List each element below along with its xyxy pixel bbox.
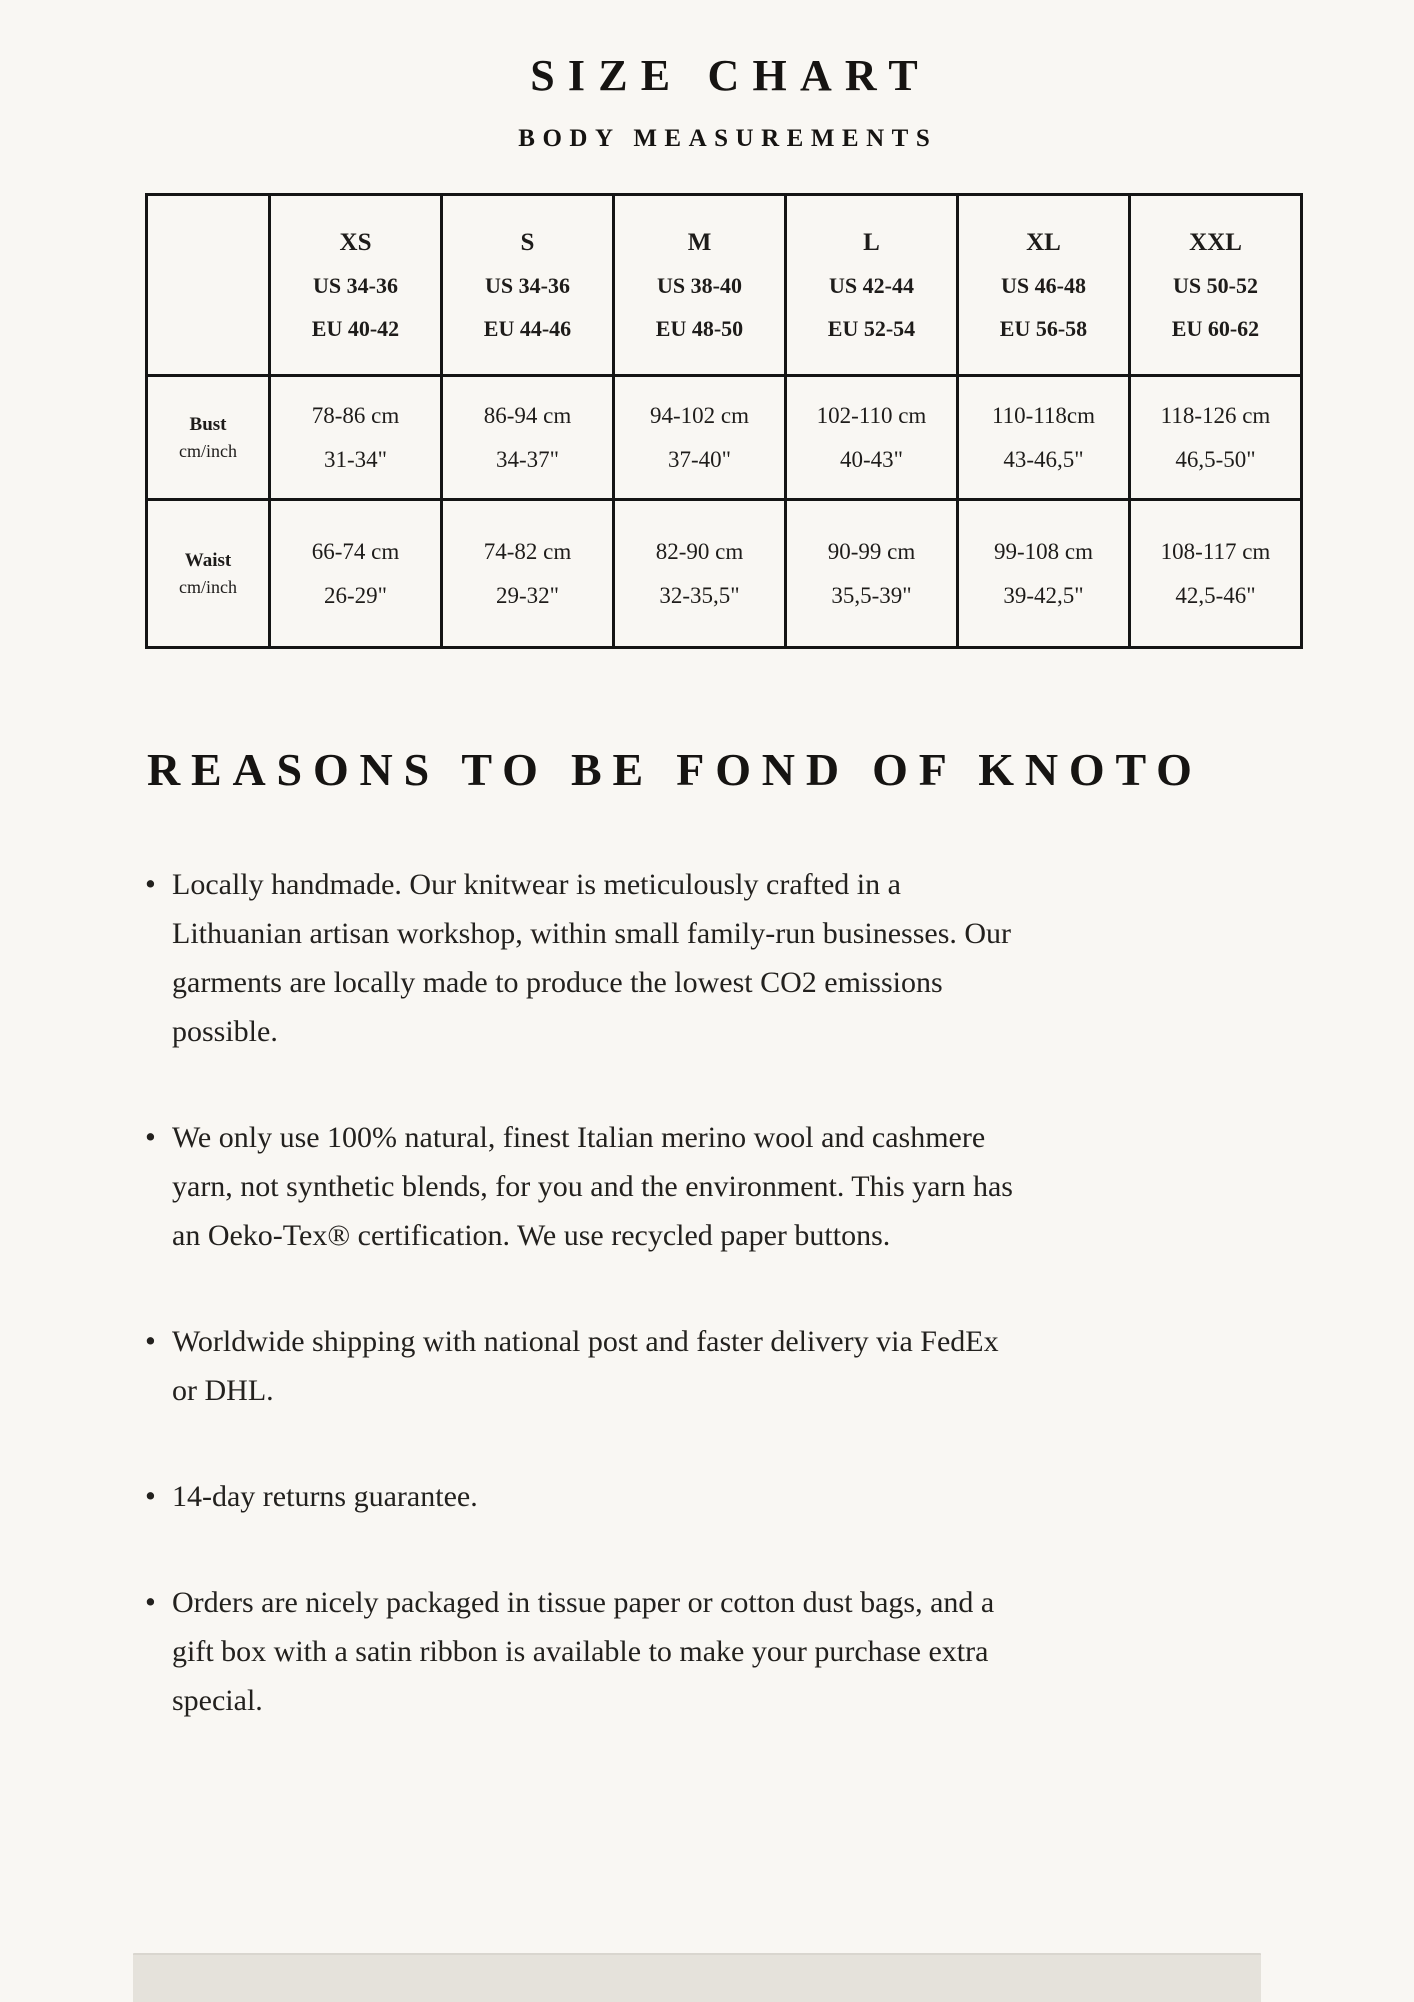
size-label: XL	[1026, 228, 1061, 256]
table-row-waist	[147, 500, 1302, 648]
bust-cell-xl	[958, 376, 1130, 500]
inch-value: 46,5-50"	[1175, 446, 1256, 472]
reason-line: an Oeko-Tex® certification. We use recycled paper buttons.	[172, 1219, 891, 1252]
reasons-heading: REASONS TO BE FOND OF KNOTO	[147, 744, 1203, 795]
size-us-range: US 42-44	[829, 272, 914, 298]
inch-value: 39-42,5"	[1003, 582, 1084, 608]
column-header-xxl	[1130, 195, 1302, 376]
inch-value: 32-35,5"	[659, 582, 740, 608]
page-subtitle: BODY MEASUREMENTS	[518, 125, 938, 152]
waist-cell-m	[614, 500, 786, 648]
column-header-xl	[958, 195, 1130, 376]
size-label: S	[520, 228, 535, 256]
row-header-waist	[147, 500, 270, 648]
size-eu-range: EU 56-58	[999, 315, 1088, 341]
reason-line: possible.	[172, 1015, 278, 1048]
size-us-range: US 50-52	[1173, 272, 1258, 298]
bust-cell-xxl	[1130, 376, 1302, 500]
cm-value: 90-99 cm	[827, 538, 916, 564]
size-eu-range: EU 52-54	[827, 315, 916, 341]
cm-value: 118-126 cm	[1160, 402, 1271, 428]
size-label: L	[863, 228, 880, 256]
inch-value: 34-37"	[495, 446, 560, 472]
reason-line: • We only use 100% natural, finest Italian merino wool and cashmere	[172, 1121, 986, 1154]
list-item-shipping	[145, 1317, 1280, 1415]
cm-value: 102-110 cm	[816, 402, 927, 428]
size-us-range: US 46-48	[1001, 272, 1086, 298]
reason-line: or DHL.	[172, 1374, 274, 1407]
size-label: XS	[339, 228, 372, 256]
size-label: XXL	[1189, 228, 1242, 256]
cm-value: 86-94 cm	[483, 402, 572, 428]
inch-value: 43-46,5"	[1003, 446, 1084, 472]
measure-unit-label: cm/inch	[179, 576, 237, 597]
body-measurements-table	[145, 193, 1303, 649]
corner-cell	[147, 195, 270, 376]
size-eu-range: EU 60-62	[1171, 315, 1260, 341]
column-header-l	[786, 195, 958, 376]
table-header-row	[147, 195, 1302, 376]
measure-label: Waist	[184, 549, 232, 571]
next-section-block	[133, 1953, 1261, 2002]
bust-cell-xs	[270, 376, 442, 500]
size-us-range: US 34-36	[485, 272, 570, 298]
size-us-range: US 34-36	[313, 272, 398, 298]
reason-line: • Worldwide shipping with national post and faster delivery via FedEx	[172, 1325, 999, 1358]
list-item-packaging	[145, 1578, 1280, 1725]
document-header	[145, 0, 1303, 153]
waist-cell-xxl	[1130, 500, 1302, 648]
reason-line: special.	[172, 1684, 263, 1717]
inch-value: 29-32"	[495, 582, 560, 608]
inch-value: 37-40"	[667, 446, 732, 472]
cm-value: 66-74 cm	[311, 538, 400, 564]
column-header-xs	[270, 195, 442, 376]
reason-line: garments are locally made to produce the lowest CO2 emissions	[172, 966, 943, 999]
cm-value: 78-86 cm	[311, 402, 400, 428]
waist-cell-xl	[958, 500, 1130, 648]
inch-value: 31-34"	[323, 446, 388, 472]
cm-value: 99-108 cm	[993, 538, 1093, 564]
bust-cell-m	[614, 376, 786, 500]
waist-cell-xs	[270, 500, 442, 648]
measure-label: Bust	[189, 413, 227, 435]
inch-value: 35,5-39"	[831, 582, 912, 608]
list-item-natural-yarn	[145, 1113, 1280, 1260]
reason-line: • Orders are nicely packaged in tissue paper or cotton dust bags, and a	[172, 1586, 995, 1619]
reason-line: gift box with a satin ribbon is available to make your purchase extra	[172, 1635, 989, 1668]
list-item-returns	[145, 1472, 1280, 1521]
bust-cell-l	[786, 376, 958, 500]
cm-value: 110-118cm	[991, 402, 1096, 428]
inch-value: 42,5-46"	[1175, 582, 1256, 608]
inch-value: 40-43"	[839, 446, 904, 472]
reason-line: yarn, not synthetic blends, for you and the environment. This yarn has	[172, 1170, 1013, 1203]
cm-value: 108-117 cm	[1160, 538, 1271, 564]
page-title: SIZE CHART	[530, 51, 931, 100]
row-header-bust	[147, 376, 270, 500]
column-header-s	[442, 195, 614, 376]
cm-value: 74-82 cm	[483, 538, 572, 564]
reason-line: • Locally handmade. Our knitwear is meticulously crafted in a	[172, 868, 901, 901]
waist-cell-s	[442, 500, 614, 648]
waist-cell-l	[786, 500, 958, 648]
table-row-bust	[147, 376, 1302, 500]
size-eu-range: EU 44-46	[483, 315, 572, 341]
reason-line: Lithuanian artisan workshop, within small family-run businesses. Our	[172, 917, 1012, 950]
size-eu-range: EU 48-50	[655, 315, 744, 341]
size-eu-range: EU 40-42	[311, 315, 400, 341]
size-chart-document	[145, 0, 1303, 1782]
measure-unit-label: cm/inch	[179, 440, 237, 461]
column-header-m	[614, 195, 786, 376]
size-us-range: US 38-40	[657, 272, 742, 298]
bust-cell-s	[442, 376, 614, 500]
cm-value: 82-90 cm	[655, 538, 744, 564]
reasons-list	[145, 860, 1280, 1725]
size-label: M	[687, 228, 712, 256]
inch-value: 26-29"	[323, 582, 388, 608]
reason-line: • 14-day returns guarantee.	[172, 1480, 478, 1513]
list-item-locally-handmade	[145, 860, 1280, 1056]
cm-value: 94-102 cm	[649, 402, 749, 428]
